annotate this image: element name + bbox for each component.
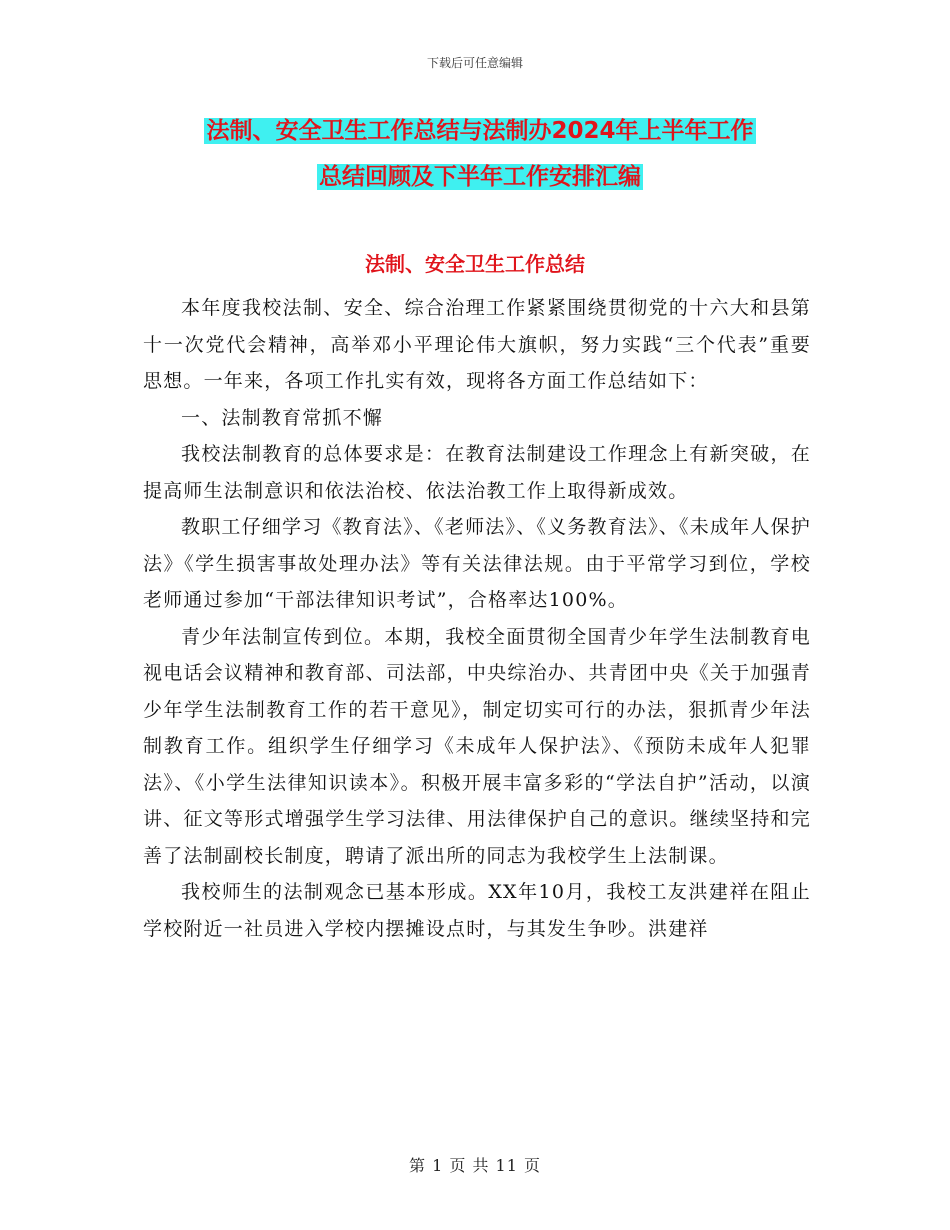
paragraph-intro: 本年度我校法制、安全、综合治理工作紧紧围绕贯彻党的十六大和县第十一次党代会精神，高举邓小平理论伟大旗帜，努力实践“三个代表”重要思想。一年来，各项工作扎实有效，现将各方面工作总结如下：: [143, 297, 811, 392]
document-title-line-1: 法制、安全卫生工作总结与法制办2024年上半年工作: [206, 118, 754, 144]
paragraph-staff-study: 教职工仔细学习《教育法》、《老师法》、《义务教育法》、《未成年人保护法》《学生损害事故处理办法》等有关法律法规。由于平常学习到位，学校老师通过参加“干部法律知识考试”，合格率达100%。: [143, 516, 811, 611]
document-body: [143, 290, 811, 947]
document-title: [140, 108, 820, 200]
heading-legal-education: 一、法制教育常抓不懈: [181, 406, 384, 429]
paragraph-legal-awareness: 我校师生的法制观念已基本形成。XX年10月，我校工友洪建祥在阻止学校附近一社员进入学校内摆摊设点时，与其发生争吵。洪建祥: [143, 881, 811, 940]
document-title-line-2: 总结回顾及下半年工作安排汇编: [319, 164, 641, 190]
paragraph-youth-publicity: 青少年法制宣传到位。本期，我校全面贯彻全国青少年学生法制教育电视电话会议精神和教育部、司法部，中央综治办、共青团中央《关于加强青少年学生法制教育工作的若干意见》，制定切实可行的办法，狠抓青少年法制教育工作。组织学生仔细学习《未成年人保护法》、《预防未成年人犯罪法》、《小学生法律知识读本》。积极开展丰富多彩的“学法自护”活动，以演讲、征文等形式增强学生学习法律、用法律保护自己的意识。继续坚持和完善了法制副校长制度，聘请了派出所的同志为我校学生上法制课。: [143, 625, 811, 867]
paragraph-overall-requirement: 我校法制教育的总体要求是：在教育法制建设工作理念上有新突破，在提高师生法制意识和依法治校、依法治教工作上取得新成效。: [143, 443, 811, 502]
header-note: 下载后可任意编辑: [426, 56, 523, 70]
section-title: 法制、安全卫生工作总结: [365, 252, 585, 276]
page-indicator: 第 1 页 共 11 页: [409, 1156, 541, 1175]
